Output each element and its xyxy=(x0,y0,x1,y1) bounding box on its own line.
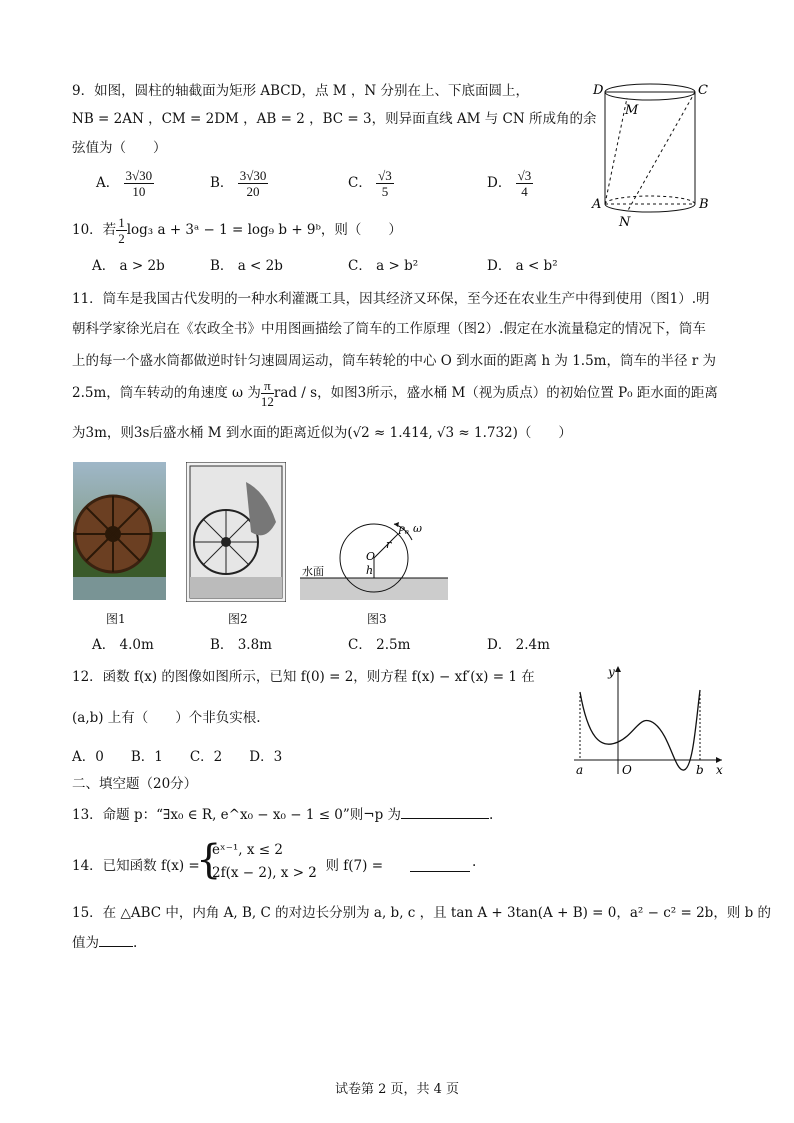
caption-fig3: 图3 xyxy=(367,612,387,626)
q9-option-a[interactable]: A． $\frac{3√30}{10}$ xyxy=(96,168,153,199)
label-m: M xyxy=(625,103,639,118)
q11-line2: 朝科学家徐光启在《农政全书》中用图画描绘了筒车的工作原理（图2）.假定在水流量稳定的情况下，筒车 xyxy=(72,321,706,337)
q9-line3: 弦值为（ ） xyxy=(72,140,167,156)
q11-line3: 上的每一个盛水筒都做逆时针匀速圆周运动，筒车转轮的中心 O 到水面的距离 h 为 1.5m，筒车的半径 r 为 xyxy=(72,353,717,369)
q11-option-a[interactable]: A． 4.0m xyxy=(92,637,154,653)
label-d: D xyxy=(593,83,604,98)
label-origin: O xyxy=(622,763,632,777)
label-omega: ω xyxy=(413,522,422,535)
q10-option-b[interactable]: B． a < 2b xyxy=(210,258,283,274)
q15-line2: 值为 . xyxy=(72,932,137,954)
q11-option-c[interactable]: C． 2.5m xyxy=(348,637,411,653)
q11-line5: 为3m，则3s后盛水桶 M 到水面的距离近似为(√2 ≈ 1.414, √3 ≈ 1.732)（ ） xyxy=(72,425,572,441)
axis-x-label: x xyxy=(716,763,723,777)
q13-stem: 13．命题 p：“∃x₀ ∈ R, e^x₀ − x₀ − 1 ≤ 0”则¬p 为 . xyxy=(72,804,493,826)
q12-line1: 12．函数 f(x) 的图像如图所示，已知 f(0) = 2，则方程 f(x) − xf′(x) = 1 在 xyxy=(72,669,535,685)
caption-fig1: 图1 xyxy=(106,612,126,626)
caption-fig2: 图2 xyxy=(228,612,248,626)
q10-option-a[interactable]: A． a > 2b xyxy=(92,258,165,274)
q9-option-b[interactable]: B． $\frac{3√30}{20}$ xyxy=(210,168,267,199)
q14-answer-blank[interactable] xyxy=(410,857,470,872)
label-h: h xyxy=(366,564,374,577)
q10-option-d[interactable]: D． a < b² xyxy=(487,258,558,274)
label-o: O xyxy=(366,550,376,563)
q10-stem: 10．若 $\frac{1}{2}$ log₃ a + 3ᵃ − 1 = log₉ b + 9ᵇ，则（ ） xyxy=(72,215,402,246)
q11-option-b[interactable]: B． 3.8m xyxy=(210,637,272,653)
q11-line4: 2.5m，筒车转动的角速度 ω 为 $\frac{\pi}{12}$ rad / s，如图3所示，盛水桶 M（视为质点）的初始位置 P₀ 距水面的距离 xyxy=(72,378,718,409)
q15-answer-blank[interactable] xyxy=(99,932,133,947)
q9-line2: NB = 2AN ，CM = 2DM ，AB = 2 ，BC = 3，则异面直线 AM 与 CN 所成角的余 xyxy=(72,111,597,127)
label-r: r xyxy=(386,538,392,551)
q12-line2: (a,b) 上有（ ）个非负实根. xyxy=(72,710,261,726)
cylinder-figure xyxy=(585,78,715,233)
water-surface-label: 水面 xyxy=(302,565,324,578)
label-n: N xyxy=(619,215,631,230)
q12-function-graph xyxy=(570,662,730,777)
label-p0: P₀ xyxy=(398,526,409,537)
label-a: a xyxy=(576,763,584,777)
q11-option-d[interactable]: D． 2.4m xyxy=(487,637,550,653)
q15-line1: 15．在 △ABC 中，内角 A, B, C 的对边长分别为 a, b, c ，且 tan A + 3tan(A + B) = 0，a² − c² = 2b，则 b 的 xyxy=(72,905,772,921)
q9-option-d[interactable]: D． $\frac{√3}{4}$ xyxy=(487,168,532,199)
q13-answer-blank[interactable] xyxy=(401,804,489,819)
label-c: C xyxy=(698,83,708,98)
q9-line1: 9．如图，圆柱的轴截面为矩形 ABCD，点 M ，N 分别在上、下底面圆上， xyxy=(72,83,529,99)
q11-line1: 11．筒车是我国古代发明的一种水利灌溉工具，因其经济又环保，至今还在农业生产中得到使用（图1）.明 xyxy=(72,291,710,307)
page-footer: 试卷第 2 页，共 4 页 xyxy=(334,1082,460,1097)
woodcut-illustration xyxy=(186,462,286,602)
axis-y-label: y xyxy=(608,665,615,679)
q10-option-c[interactable]: C． a > b² xyxy=(348,258,419,274)
q12-options[interactable]: A．0 B．1 C．2 D．3 xyxy=(72,749,283,765)
label-a: A xyxy=(592,197,602,212)
label-b: B xyxy=(699,197,709,212)
q9-option-c[interactable]: C． $\frac{√3}{5}$ xyxy=(348,168,392,199)
fig3-diagram xyxy=(298,520,450,602)
waterwheel-photo xyxy=(73,462,166,600)
section-fill-in: 二、填空题（20分） xyxy=(72,776,198,792)
label-b: b xyxy=(696,763,704,777)
